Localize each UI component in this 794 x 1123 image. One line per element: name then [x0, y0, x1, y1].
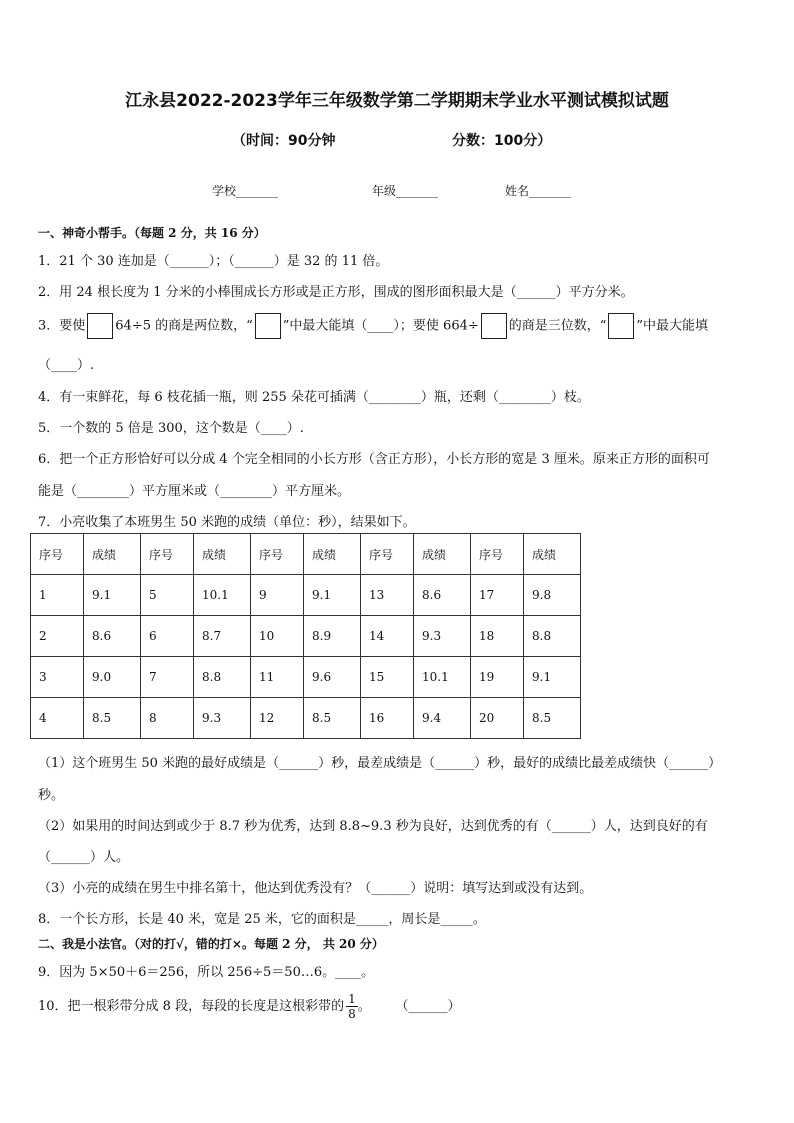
question-3 [38, 313, 708, 339]
answer-box [87, 313, 113, 339]
table-cell: 14 [361, 616, 414, 657]
table-header-cell: 序号 [471, 534, 524, 575]
q10-tail: 。 （______） [357, 999, 461, 1014]
q10-text: 10．把一根彩带分成 8 段，每段的长度是这根彩带的 [38, 999, 345, 1014]
table-cell: 3 [31, 657, 84, 698]
table-cell: 9.8 [524, 575, 581, 616]
table-cell: 16 [361, 698, 414, 739]
table-header-cell: 序号 [31, 534, 84, 575]
exam-score: 分数：100分） [452, 133, 552, 149]
question-4: 4．有一束鲜花，每 6 枝花插一瓶，则 255 朵花可插满（________）瓶，还剩（________）枝。 [38, 390, 590, 405]
table-cell: 2 [31, 616, 84, 657]
table-header-cell: 序号 [251, 534, 304, 575]
table-cell: 8 [141, 698, 194, 739]
table-cell: 8.5 [304, 698, 361, 739]
score-table [30, 533, 581, 739]
answer-box [608, 313, 634, 339]
table-cell: 6 [141, 616, 194, 657]
fraction-numerator: 1 [348, 992, 356, 1006]
table-cell: 18 [471, 616, 524, 657]
section1-heading: 一、神奇小帮手。（每题 2 分，共 16 分） [38, 226, 266, 240]
table-cell: 10 [251, 616, 304, 657]
table-cell: 9.3 [414, 616, 471, 657]
question-3-line2: （____）. [38, 358, 95, 373]
table-row [31, 616, 581, 657]
table-cell: 15 [361, 657, 414, 698]
table-header-cell: 成绩 [194, 534, 251, 575]
question-2: 2．用 24 根长度为 1 分米的小棒围成长方形或是正方形，围成的图形面积最大是（______）平方分米。 [38, 285, 634, 300]
table-row [31, 575, 581, 616]
table-row [31, 698, 581, 739]
table-cell: 8.7 [194, 616, 251, 657]
table-cell: 19 [471, 657, 524, 698]
q3-part1: 3．要使 [38, 318, 86, 334]
table-cell: 9.1 [524, 657, 581, 698]
table-header-cell: 成绩 [524, 534, 581, 575]
table-cell: 17 [471, 575, 524, 616]
table-cell: 9.3 [194, 698, 251, 739]
exam-title: 江永县2022-2023学年三年级数学第二学期期末学业水平测试模拟试题 [125, 91, 669, 111]
table-header-cell: 成绩 [84, 534, 141, 575]
answer-box [255, 313, 281, 339]
table-header-cell: 序号 [361, 534, 414, 575]
q3-part5: ”中最大能填 [636, 318, 709, 334]
question-1: 1．21 个 30 连加是（______）；（______）是 32 的 11 倍。 [38, 254, 389, 269]
table-cell: 10.1 [414, 657, 471, 698]
table-cell: 8.9 [304, 616, 361, 657]
table-cell: 9.1 [84, 575, 141, 616]
table-cell: 9.0 [84, 657, 141, 698]
question-7-1-line1: （1）这个班男生 50 米跑的最好成绩是（______）秒，最差成绩是（______）秒，最好的成绩比最差成绩快（______） [38, 756, 722, 771]
name-field: 姓名_______ [505, 184, 572, 198]
table-row [31, 657, 581, 698]
table-cell: 1 [31, 575, 84, 616]
question-9: 9．因为 5×50＋6＝256，所以 256÷5＝50…6。____。 [38, 965, 375, 980]
exam-time: （时间：90分钟 [232, 133, 336, 149]
section2-heading: 二、我是小法官。（对的打√，错的打×。每题 2 分， 共 20 分） [38, 937, 384, 951]
question-7-3: （3）小亮的成绩在男生中排名第十，他达到优秀没有？（______）说明：填写达到或没有达到。 [38, 881, 593, 896]
question-6-line1: 6．把一个正方形恰好可以分成 4 个完全相同的小长方形（含正方形），小长方形的宽是 3 厘米。原来正方形的面积可 [38, 452, 710, 467]
table-cell: 20 [471, 698, 524, 739]
fraction-one-eighth [346, 992, 358, 1021]
table-cell: 9 [251, 575, 304, 616]
table-cell: 13 [361, 575, 414, 616]
table-cell: 4 [31, 698, 84, 739]
question-7-1-line2: 秒。 [38, 788, 65, 803]
table-cell: 8.8 [524, 616, 581, 657]
table-cell: 7 [141, 657, 194, 698]
table-header-cell: 成绩 [304, 534, 361, 575]
question-8: 8．一个长方形，长是 40 米，宽是 25 米，它的面积是_____，周长是_____。 [38, 912, 486, 927]
table-cell: 10.1 [194, 575, 251, 616]
question-7-2-line1: （2）如果用的时间达到或少于 8.7 秒为优秀，达到 8.8~9.3 秒为良好，达到优秀的有（______）人，达到良好的有 [38, 819, 708, 834]
table-cell: 8.8 [194, 657, 251, 698]
q3-part3: ”中最大能填（____）；要使 664÷ [282, 318, 479, 334]
table-cell: 5 [141, 575, 194, 616]
table-header-cell: 成绩 [414, 534, 471, 575]
table-cell: 9.4 [414, 698, 471, 739]
table-cell: 8.5 [524, 698, 581, 739]
fraction-denominator: 8 [348, 1007, 356, 1021]
q3-part2: 64÷5 的商是两位数，“ [115, 318, 253, 334]
question-10 [38, 992, 461, 1021]
question-6-line2: 能是（________）平方厘米或（________）平方厘米。 [38, 484, 351, 499]
table-cell: 12 [251, 698, 304, 739]
table-header-row [31, 534, 581, 575]
question-7-2-line2: （______）人。 [38, 850, 130, 865]
table-cell: 8.6 [414, 575, 471, 616]
question-7-intro: 7．小亮收集了本班男生 50 米跑的成绩（单位：秒），结果如下。 [38, 515, 416, 530]
table-cell: 9.1 [304, 575, 361, 616]
answer-box [481, 313, 507, 339]
table-cell: 8.6 [84, 616, 141, 657]
school-field: 学校_______ [212, 184, 279, 198]
grade-field: 年级_______ [372, 184, 439, 198]
table-cell: 9.6 [304, 657, 361, 698]
table-cell: 8.5 [84, 698, 141, 739]
q3-part4: 的商是三位数，“ [508, 318, 607, 334]
table-header-cell: 序号 [141, 534, 194, 575]
question-5: 5．一个数的 5 倍是 300，这个数是（____）. [38, 421, 304, 436]
table-cell: 11 [251, 657, 304, 698]
